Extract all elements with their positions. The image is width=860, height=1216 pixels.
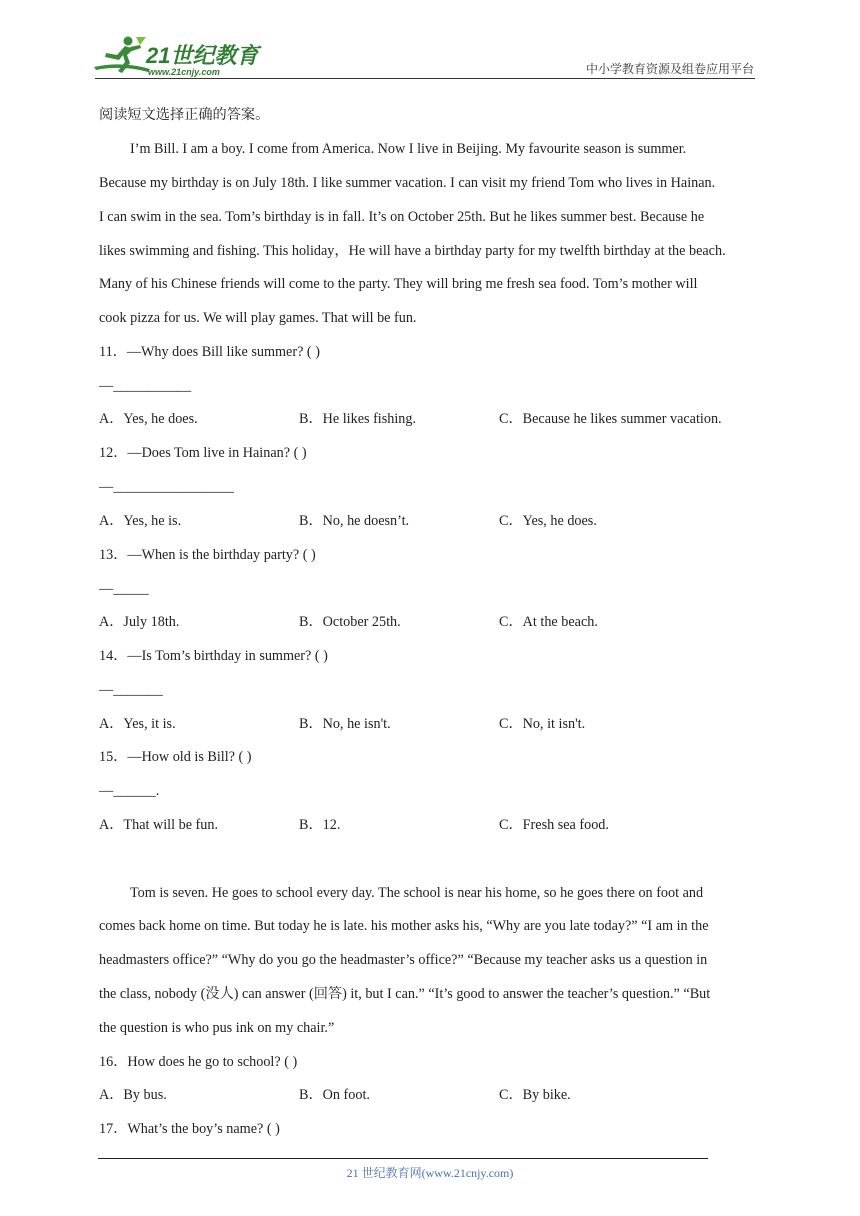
answer-blank: —_______: [99, 682, 163, 698]
option-c[interactable]: C．Because he likes summer vacation.: [499, 411, 722, 427]
question-stem: 13．—When is the birthday party? ( ): [99, 547, 316, 563]
option-c[interactable]: C．Fresh sea food.: [499, 817, 609, 833]
option-a[interactable]: A．Yes, he is.: [99, 513, 182, 529]
passage-line: Many of his Chinese friends will come to the party. They will bring me fresh sea food. Tom’s mother will: [99, 276, 698, 292]
passage-line: cook pizza for us. We will play games. That will be fun.: [99, 310, 417, 326]
option-a[interactable]: A．By bus.: [99, 1087, 167, 1103]
header-divider: [95, 78, 755, 79]
option-b[interactable]: B．No, he isn't.: [299, 716, 391, 732]
passage-line: comes back home on time. But today he is late. his mother asks his, “Why are you late today?” “I am in the: [99, 918, 709, 934]
option-a[interactable]: A．July 18th.: [99, 614, 180, 630]
option-c[interactable]: C．No, it isn't.: [499, 716, 586, 732]
answer-blank: —______.: [99, 783, 160, 799]
instruction: 阅读短文选择正确的答案。: [99, 107, 270, 123]
option-a[interactable]: A．Yes, it is.: [99, 716, 176, 732]
passage-line: the class, nobody (没人) can answer (回答) it, but I can.” “It’s good to answer the teacher’s question.” “But: [99, 986, 711, 1002]
option-c[interactable]: C．At the beach.: [499, 614, 598, 630]
option-a[interactable]: A．Yes, he does.: [99, 411, 198, 427]
option-b[interactable]: B．On foot.: [299, 1087, 370, 1103]
option-b[interactable]: B．He likes fishing.: [299, 411, 417, 427]
passage-line: Because my birthday is on July 18th. I like summer vacation. I can visit my friend Tom who lives in Hainan.: [99, 175, 716, 191]
option-c[interactable]: C．By bike.: [499, 1087, 571, 1103]
question-stem: 17．What’s the boy’s name? ( ): [99, 1121, 280, 1137]
passage-line: the question is who pus ink on my chair.”: [99, 1020, 335, 1036]
question-stem: 12．—Does Tom live in Hainan? ( ): [99, 445, 307, 461]
answer-blank: —_________________: [99, 479, 234, 495]
option-a[interactable]: A．That will be fun.: [99, 817, 218, 833]
runner-icon: [92, 33, 262, 79]
option-b[interactable]: B．12.: [299, 817, 341, 833]
passage-line: Tom is seven. He goes to school every day. The school is near his home, so he goes there on foot and: [130, 885, 704, 901]
question-stem: 16．How does he go to school? ( ): [99, 1054, 298, 1070]
option-b[interactable]: B．No, he doesn’t.: [299, 513, 410, 529]
answer-blank: —_____: [99, 581, 149, 597]
option-b[interactable]: B．October 25th.: [299, 614, 401, 630]
svg-text:www.21cnjy.com: www.21cnjy.com: [148, 67, 220, 77]
passage-line: I can swim in the sea. Tom’s birthday is in fall. It’s on October 25th. But he likes summer best. Because he: [99, 209, 705, 225]
question-stem: 15．—How old is Bill? ( ): [99, 749, 252, 765]
question-stem: 11．—Why does Bill like summer? ( ): [99, 344, 320, 360]
footer-divider: [98, 1158, 708, 1159]
header-platform-text: 中小学教育资源及组卷应用平台: [585, 62, 754, 76]
svg-text:21世纪教育: 21世纪教育: [146, 43, 259, 68]
question-stem: 14．—Is Tom’s birthday in summer? ( ): [99, 648, 328, 664]
answer-blank: —___________: [99, 378, 192, 394]
passage-line: I’m Bill. I am a boy. I come from America. Now I live in Beijing. My favourite season is summer.: [130, 141, 687, 157]
passage-line: likes swimming and fishing. This holiday，He will have a birthday party for my twelfth birthday at the beach.: [99, 243, 726, 259]
site-logo: [92, 33, 262, 79]
footer-text: 21 世纪教育网(www.21cnjy.com): [346, 1166, 514, 1180]
option-c[interactable]: C．Yes, he does.: [499, 513, 597, 529]
passage-line: headmasters office?” “Why do you go the headmaster’s office?” “Because my teacher asks us a question in: [99, 952, 708, 968]
